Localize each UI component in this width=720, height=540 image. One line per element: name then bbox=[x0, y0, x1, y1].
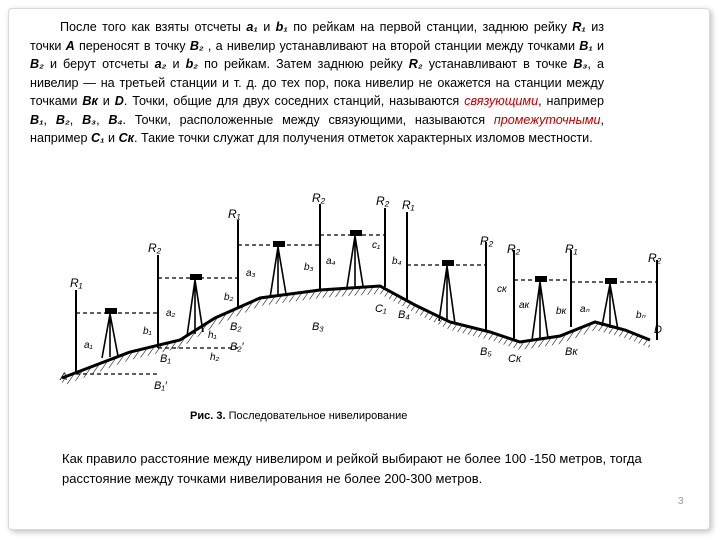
figure-caption bbox=[190, 410, 407, 422]
label-point-B2: B₂ bbox=[230, 321, 242, 333]
paragraph-distance-rule: Как правило расстояние между нивелиром и рейкой выбирают не более 100 -150 метров, тогда расстояние между точками нивелирования не более 200-300 метров. bbox=[62, 451, 642, 486]
label-read-a4: a₄ bbox=[326, 256, 336, 267]
var-R2: R₂ bbox=[408, 57, 423, 71]
var-B2: В₂ bbox=[189, 38, 204, 53]
label-read-c1: c₁ bbox=[372, 240, 381, 251]
label-staff-R1-e: R₁ bbox=[565, 242, 578, 256]
var-B2-second: В₂ bbox=[30, 57, 44, 71]
var-Bk: Вк bbox=[82, 94, 98, 108]
label-point-B3: B₃ bbox=[312, 321, 324, 333]
var-b2: b₂ bbox=[185, 57, 199, 71]
label-staff-R1-c: R₁ bbox=[402, 198, 415, 212]
caption-text: Последовательное нивелирование bbox=[225, 410, 408, 422]
var-a1: a₁ bbox=[246, 20, 258, 34]
example-C1: С₁ bbox=[90, 131, 105, 145]
page-number: 3 bbox=[678, 496, 684, 507]
label-read-a3: a₃ bbox=[246, 268, 256, 279]
label-read-a1: a₁ bbox=[84, 340, 93, 351]
label-read-b1: b₁ bbox=[143, 326, 152, 337]
label-staff-R2-b: R₂ bbox=[312, 191, 326, 205]
var-B1: В₁ bbox=[579, 38, 593, 53]
term-intermediate-points: промежуточными bbox=[493, 112, 601, 127]
label-staff-R2-c: R₂ bbox=[376, 194, 390, 208]
caption-label: Рис. 3. bbox=[190, 410, 226, 422]
label-read-a2: a₂ bbox=[166, 308, 176, 319]
paragraph-leveling-description: После того как взяты отсчеты a₁ и b₁ по рейкам на первой станции, заднюю рейку R₁ из точки А переносят в точку В₂ , а нивелир устанавливают на второй станции между точками В₁ и В₂ и берут отсчеты a₂ и b₂ по рейкам. Затем заднюю рейку R₂ устанавливают в точке В₃, а нивелир — на третьей станции и т. д. до тех пор, пока нивелир не окажется на станции между точками Вк и D. Точки, общие для двух соседних станций, называются связующими, например В₁, В₂, В₃, В₄. Точки, расположенные между связующими, называются промежуточными, например С₁ и Ск. Такие точки служат для получения отметок характерных изломов местности. bbox=[30, 20, 605, 145]
var-D: D bbox=[114, 94, 124, 108]
label-staff-R2-e: R₂ bbox=[507, 242, 521, 256]
label-staff-R1-a: R₁ bbox=[70, 276, 83, 290]
label-h2: h₂ bbox=[210, 352, 220, 363]
label-point-A: A bbox=[60, 371, 68, 383]
label-read-b4: b₄ bbox=[392, 256, 402, 267]
var-R1: R₁ bbox=[572, 20, 586, 34]
term-connecting-points: связующими bbox=[464, 94, 539, 108]
label-staff-R2-d: R₂ bbox=[480, 234, 494, 248]
label-staff-R1-b: R₁ bbox=[228, 207, 241, 221]
label-point-D: D bbox=[654, 324, 662, 336]
example-B4: В₄ bbox=[108, 112, 123, 127]
var-a2: a₂ bbox=[154, 57, 167, 71]
label-h1: h₁ bbox=[208, 330, 217, 341]
label-point-C1: C₁ bbox=[375, 303, 387, 315]
example-B2: В₂ bbox=[55, 112, 70, 127]
label-read-b3: b₃ bbox=[304, 262, 314, 273]
label-point-B2-prime: B₂′ bbox=[230, 341, 244, 353]
example-B3: В₃ bbox=[82, 112, 97, 127]
label-point-B1: B₁ bbox=[160, 353, 171, 365]
var-A: А bbox=[65, 38, 75, 53]
example-Ck: Ск bbox=[118, 131, 135, 145]
label-read-ck: cк bbox=[497, 284, 507, 295]
label-read-ak: aк bbox=[519, 300, 530, 311]
label-staff-R2-f: R₂ bbox=[648, 251, 662, 265]
label-point-Bk: Bк bbox=[565, 346, 578, 358]
label-read-b2: b₂ bbox=[224, 292, 234, 303]
label-point-B1-prime: B₁′ bbox=[154, 380, 167, 392]
label-point-B4: B₄ bbox=[398, 309, 410, 321]
label-point-Ck: Cк bbox=[508, 353, 522, 365]
label-point-B5: B₅ bbox=[480, 346, 492, 358]
label-read-bk: bк bbox=[556, 306, 567, 317]
label-read-bn: bₙ bbox=[636, 310, 646, 321]
label-staff-R2-a: R₂ bbox=[148, 241, 162, 255]
var-B3: В₃ bbox=[573, 57, 588, 71]
example-B1: В₁ bbox=[30, 112, 44, 127]
var-b1: b₁ bbox=[275, 20, 288, 34]
leveling-diagram bbox=[50, 190, 670, 400]
label-read-an: aₙ bbox=[580, 304, 590, 315]
